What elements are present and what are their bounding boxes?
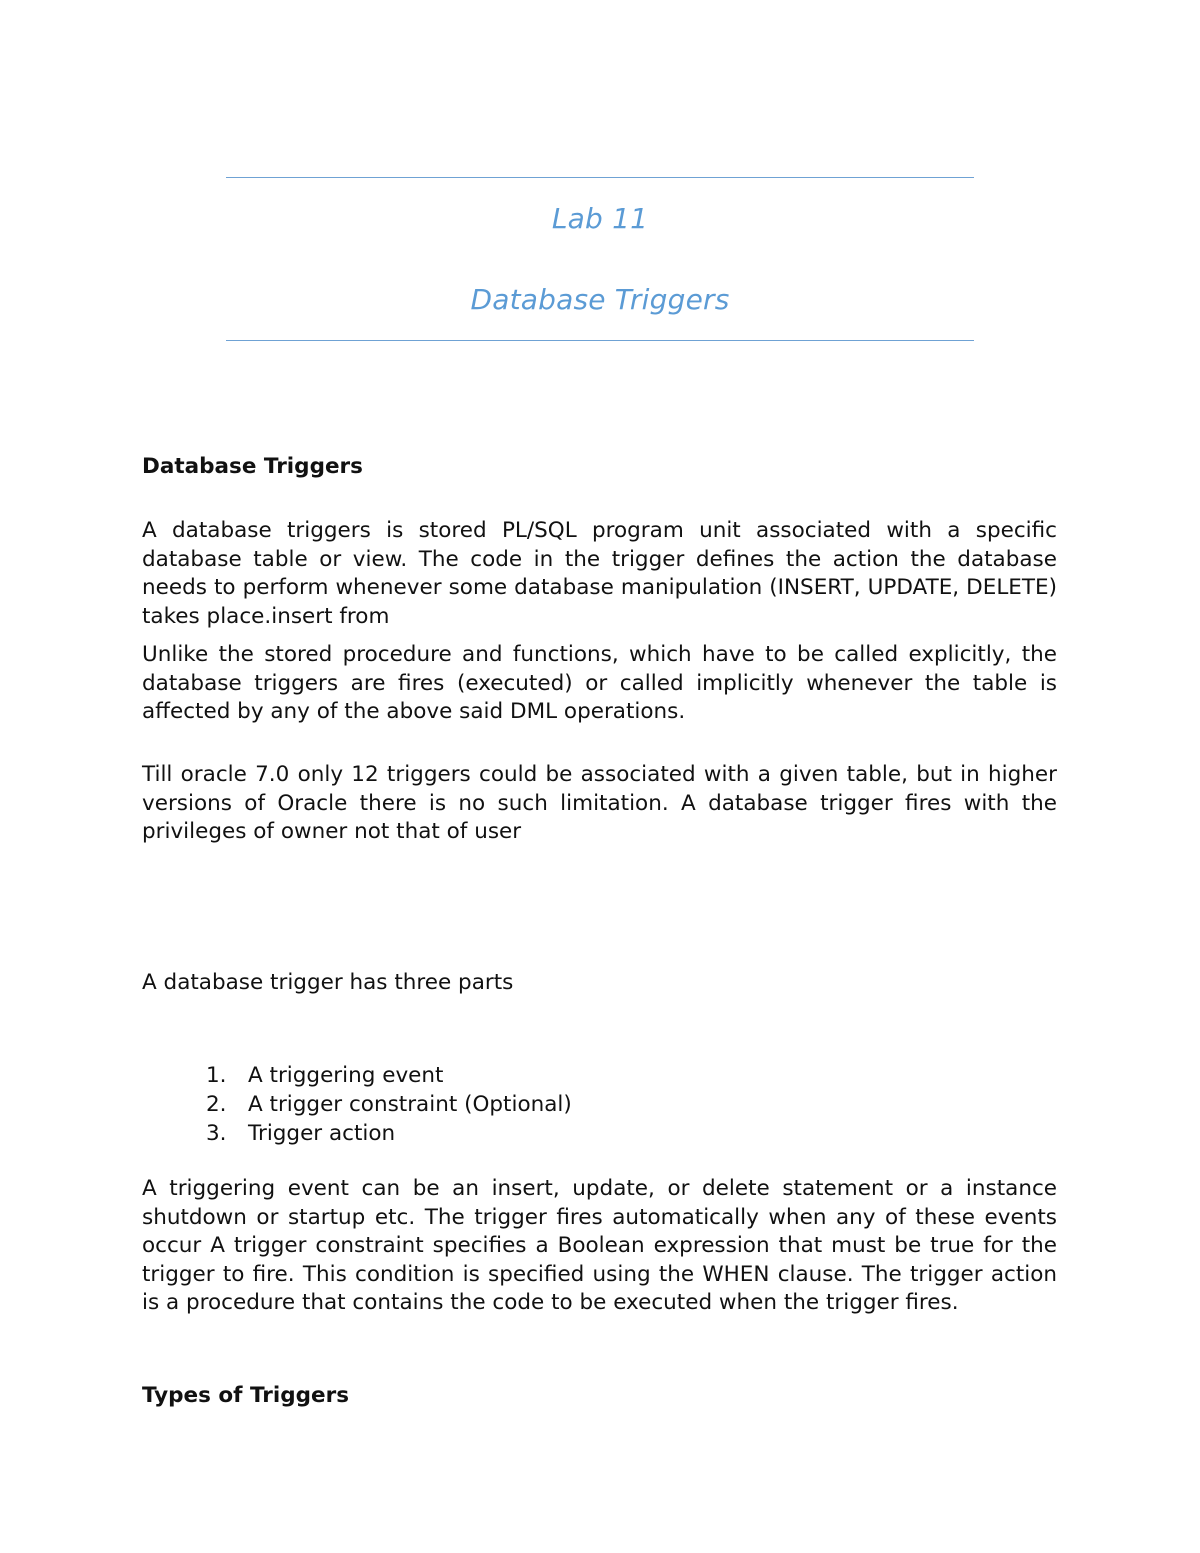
list-item-text: A triggering event [248,1063,444,1088]
paragraph-triggering-event: A triggering event can be an insert, update, or delete statement or a instance shutdown or startup etc. The trigger fires automatically when any of these events occur A trigger constraint specifies a Boolean expression that must be true for the trigger to fire. This condition is specified using the WHEN clause. The trigger action is a procedure that contains the code to be executed when the trigger fires. [142,1176,1057,1315]
paragraph-implicit-firing: Unlike the stored procedure and functions, which have to be called explicitly, the database triggers are fires (executed) or called implicitly whenever the table is affected by any of the above said DML operations. [142,642,1057,724]
section-heading-database-triggers: Database Triggers [142,454,363,479]
list-item [206,1090,572,1119]
list-item [206,1061,572,1090]
doc-title-lab: Lab 11 [551,202,649,235]
list-item-number: 3. [206,1121,227,1146]
list-item [206,1119,572,1148]
doc-title-topic: Database Triggers [470,283,730,316]
list-item-text: Trigger action [248,1121,396,1146]
list-item-number: 2. [206,1092,227,1117]
paragraph-definition: A database triggers is stored PL/SQL program unit associated with a specific database table or view. The code in the trigger defines the action the database needs to perform whenever some database manipulation (INSERT, UPDATE, DELETE) takes place.insert from [142,518,1057,629]
title-top-rule [226,177,974,178]
list-item-text: A trigger constraint (Optional) [248,1092,572,1117]
section-heading-types-of-triggers: Types of Triggers [142,1383,350,1408]
trigger-parts-list [206,1061,572,1148]
title-bottom-rule [226,340,974,341]
list-item-number: 1. [206,1063,227,1088]
paragraph-oracle-limits: Till oracle 7.0 only 12 triggers could be associated with a given table, but in higher versions of Oracle there is no such limitation. A database trigger fires with the privileges of owner not that of user [142,762,1057,844]
paragraph-three-parts: A database trigger has three parts [142,970,514,995]
